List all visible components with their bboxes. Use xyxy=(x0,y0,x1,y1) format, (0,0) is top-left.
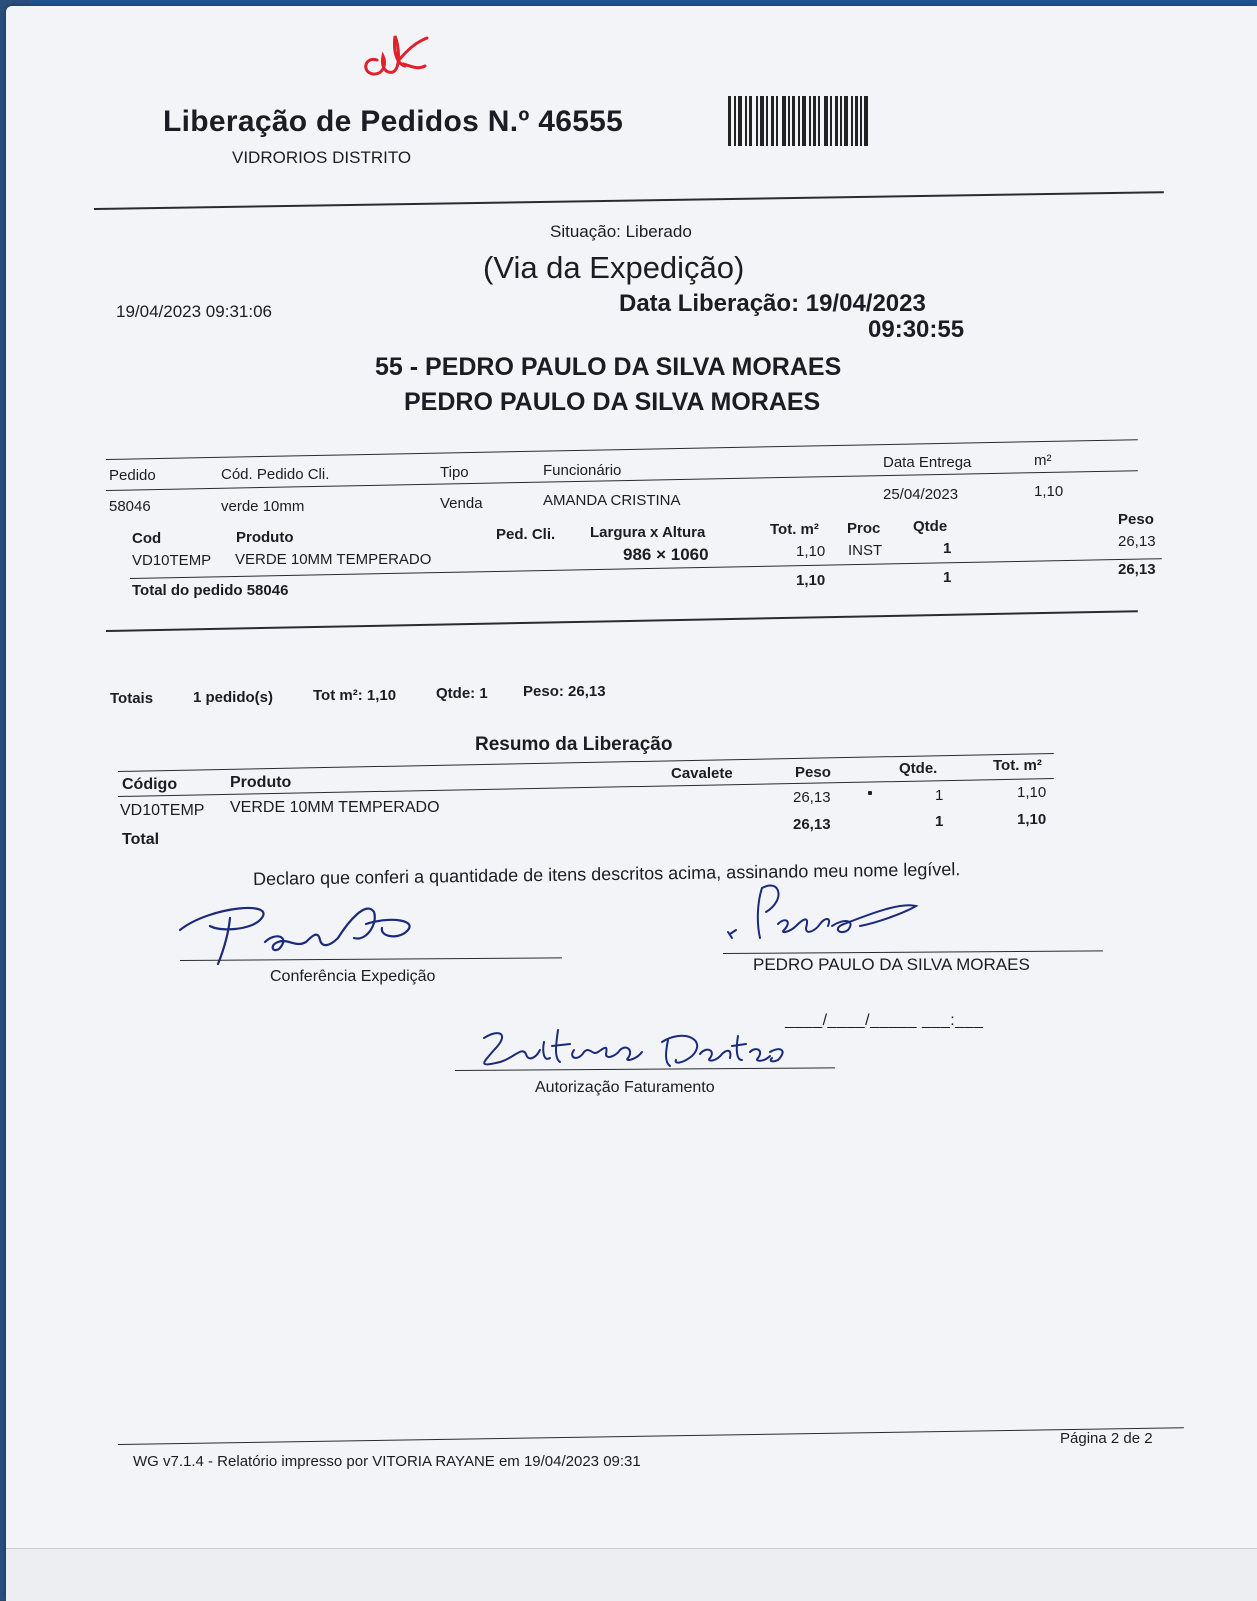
resumo-total-peso: 26,13 xyxy=(793,816,831,833)
items-col-proc: Proc xyxy=(847,520,881,537)
order-tipo: Venda xyxy=(440,495,483,512)
totais-tot-m2: Tot m²: 1,10 xyxy=(313,687,397,704)
situacao: Situação: Liberado xyxy=(550,222,692,241)
item-qtde: 1 xyxy=(943,540,952,557)
order-m2: 1,10 xyxy=(1034,483,1064,500)
resumo-row-codigo: VD10TEMP xyxy=(120,802,205,819)
resumo-col-tot-m2: Tot. m² xyxy=(993,757,1042,774)
col-data-entrega: Data Entrega xyxy=(883,454,972,471)
items-col-peso: Peso xyxy=(1118,511,1154,528)
order-data-entrega: 25/04/2023 xyxy=(883,486,959,503)
resumo-row-qtde: 1 xyxy=(935,787,944,804)
item-proc: INST xyxy=(848,542,883,559)
barcode xyxy=(728,96,916,146)
totais-label: Totais xyxy=(110,690,154,707)
item-peso: 26,13 xyxy=(1118,533,1156,550)
resumo-row-peso: 26,13 xyxy=(793,789,831,806)
order-total-tot-m2: 1,10 xyxy=(796,572,826,589)
resumo-row-produto: VERDE 10MM TEMPERADO xyxy=(230,799,440,816)
resumo-col-peso: Peso xyxy=(795,764,831,781)
footer-page: Página 2 de 2 xyxy=(1060,1430,1153,1447)
items-col-tot-m2: Tot. m² xyxy=(770,521,819,538)
data-liberacao-time: 09:30:55 xyxy=(868,316,965,343)
signature-conferencia xyxy=(170,902,470,972)
totais-qtde: Qtde: 1 xyxy=(436,685,488,702)
col-m2: m² xyxy=(1034,452,1052,469)
print-datetime: 19/04/2023 09:31:06 xyxy=(116,302,272,321)
items-col-produto: Produto xyxy=(236,529,294,546)
conferencia-label: Conferência Expedição xyxy=(270,968,436,985)
totais-pedidos: 1 pedido(s) xyxy=(193,689,274,706)
signature-cliente xyxy=(720,880,930,960)
item-tot-m2: 1,10 xyxy=(796,543,826,560)
client-line-2: PEDRO PAULO DA SILVA MORAES xyxy=(404,388,821,416)
via-expedicao: (Via da Expedição) xyxy=(483,250,745,285)
resumo-total-qtde: 1 xyxy=(935,813,944,830)
resumo-col-qtde: Qtde. xyxy=(899,760,938,777)
cliente-label: PEDRO PAULO DA SILVA MORAES xyxy=(753,955,1030,974)
items-col-cod: Cod xyxy=(132,530,162,547)
order-total-label: Total do pedido 58046 xyxy=(132,582,289,599)
order-funcionario: AMANDA CRISTINA xyxy=(543,492,681,509)
autorizacao-label: Autorização Faturamento xyxy=(535,1079,715,1096)
document-title: Liberação de Pedidos N.º 46555 xyxy=(163,105,624,138)
resumo-col-produto: Produto xyxy=(230,774,292,791)
resumo-total-tot-m2: 1,10 xyxy=(1017,811,1047,828)
order-cod-pedido-cli: verde 10mm xyxy=(221,498,305,515)
client-line-1: 55 - PEDRO PAULO DA SILVA MORAES xyxy=(375,353,842,381)
col-funcionario: Funcionário xyxy=(543,462,622,479)
item-cod: VD10TEMP xyxy=(132,552,212,569)
date-blank: ____/____/_____ ___:___ xyxy=(785,1012,984,1029)
order-pedido: 58046 xyxy=(109,498,151,515)
resumo-col-codigo: Código xyxy=(122,776,178,793)
resumo-col-cavalete: Cavalete xyxy=(671,765,733,782)
resumo-row-dot xyxy=(868,791,872,795)
signature-autorizacao xyxy=(470,1022,790,1082)
totais-peso: Peso: 26,13 xyxy=(523,683,606,700)
company-name: VIDRORIOS DISTRITO xyxy=(232,148,412,167)
col-pedido: Pedido xyxy=(109,467,156,484)
resumo-row-tot-m2: 1,10 xyxy=(1017,784,1047,801)
items-col-largura-altura: Largura x Altura xyxy=(590,524,706,541)
items-col-qtde: Qtde xyxy=(913,518,948,535)
page-bottom-edge xyxy=(6,1548,1257,1601)
declaration-text: Declaro que conferi a quantidade de itens descritos acima, assinando meu nome legível. xyxy=(252,859,961,889)
order-total-qtde: 1 xyxy=(943,569,952,586)
resumo-total-label: Total xyxy=(122,831,160,848)
items-col-ped-cli: Ped. Cli. xyxy=(496,526,556,543)
handwritten-ok-mark xyxy=(355,26,435,81)
order-total-peso: 26,13 xyxy=(1118,561,1156,578)
item-produto: VERDE 10MM TEMPERADO xyxy=(235,551,432,568)
col-tipo: Tipo xyxy=(440,464,469,481)
resumo-title: Resumo da Liberação xyxy=(475,734,673,755)
item-dimensoes: 986 × 1060 xyxy=(623,545,709,564)
footer-printed-by: WG v7.1.4 - Relatório impresso por VITORIA RAYANE em 19/04/2023 09:31 xyxy=(133,1453,641,1470)
col-cod-pedido-cli: Cód. Pedido Cli. xyxy=(221,466,330,483)
data-liberacao: Data Liberação: 19/04/2023 xyxy=(619,290,926,317)
